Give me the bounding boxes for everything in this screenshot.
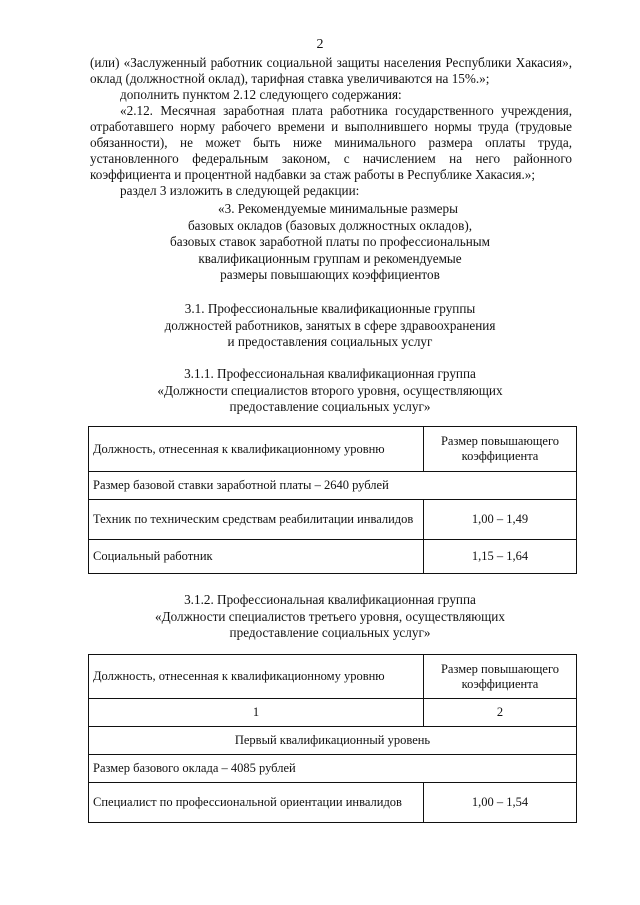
subsection-3-1-1-title	[60, 366, 600, 416]
paragraph-4	[90, 183, 572, 199]
table-row	[89, 755, 577, 783]
subsection-3-1-2-line: 3.1.2. Профессиональная квалификационная группа	[184, 592, 476, 607]
page-number: 2	[316, 37, 324, 52]
table-number-row	[89, 699, 577, 727]
subsection-3-1-2-line: предоставление социальных услуг»	[229, 625, 431, 640]
section-3-title-line: базовых окладов (базовых должностных окладов),	[187, 217, 473, 233]
subsection-3-1-1-line: 3.1.1. Профессиональная квалификационная группа	[184, 366, 476, 381]
column-number-1: 1	[89, 699, 424, 727]
subsection-3-1-1-line: предоставление социальных услуг»	[229, 399, 431, 414]
base-rate-cell: Размер базовой ставки заработной платы – 2640 рублей	[89, 472, 577, 500]
position-cell: Техник по техническим средствам реабилитации инвалидов	[89, 500, 424, 540]
table-row	[89, 472, 577, 500]
table-row	[89, 727, 577, 755]
subsection-3-1-line: должностей работников, занятых в сфере здравоохранения	[164, 317, 496, 333]
subsection-3-1-1-line: «Должности специалистов второго уровня, осуществляющих	[157, 382, 503, 398]
table-header-position: Должность, отнесенная к квалификационному уровню	[89, 655, 424, 699]
section-3-title	[60, 201, 600, 284]
table-row	[89, 500, 577, 540]
paragraph-2-text: дополнить пунктом 2.12 следующего содержания:	[120, 87, 402, 102]
subsection-3-1-2-line: «Должности специалистов третьего уровня, осуществляющих	[155, 608, 505, 624]
table-header-coefficient: Размер повышающего коэффициента	[424, 427, 577, 472]
subsection-3-1-2-title	[60, 592, 600, 642]
position-cell: Специалист по профессиональной ориентации инвалидов	[89, 783, 424, 823]
qualification-level-cell: Первый квалификационный уровень	[89, 727, 577, 755]
table-header-position: Должность, отнесенная к квалификационному уровню	[89, 427, 424, 472]
subsection-3-1-title	[60, 301, 600, 351]
column-number-2: 2	[424, 699, 577, 727]
position-cell: Социальный работник	[89, 540, 424, 574]
section-3-title-line: размеры повышающих коэффициентов	[220, 267, 440, 282]
table-header-row	[89, 655, 577, 699]
section-3-title-line: базовых ставок заработной платы по профессиональным	[170, 234, 490, 249]
base-salary-cell: Размер базового оклада – 4085 рублей	[89, 755, 577, 783]
section-3-title-line: «3. Рекомендуемые минимальные размеры	[218, 201, 458, 216]
paragraph-4-text: раздел 3 изложить в следующей редакции:	[120, 183, 360, 198]
coefficient-cell: 1,00 – 1,49	[424, 500, 577, 540]
coefficient-cell: 1,15 – 1,64	[424, 540, 577, 574]
coefficient-cell: 1,00 – 1,54	[424, 783, 577, 823]
paragraph-3	[90, 103, 572, 183]
subsection-3-1-line: и предоставления социальных услуг	[227, 334, 433, 349]
section-3-title-line: квалификационным группам и рекомендуемые	[198, 250, 462, 266]
paragraph-2	[90, 87, 572, 103]
subsection-3-1-line: 3.1. Профессиональные квалификационные группы	[184, 301, 476, 316]
table-1	[88, 426, 577, 574]
paragraph-1: (или) «Заслуженный работник социальной защиты населения Республики Хакасия», оклад (должностной оклад), тарифная ставка увеличиваются на 15%.»;	[90, 55, 572, 86]
paragraph-3-text: «2.12. Месячная заработная плата работника государственного учреждения, отработавшего норму рабочего времени и выполнившего нормы труда (трудовые обязанности), не может быть ниже минимального размера оплаты труда, установленного федеральным законом, с начислением на него районного коэффициента и процентной надбавки за стаж работы в Республике Хакасия.»;	[90, 103, 572, 182]
table-row	[89, 783, 577, 823]
table-header-coefficient: Размер повышающего коэффициента	[424, 655, 577, 699]
table-2	[88, 654, 577, 823]
table-row	[89, 540, 577, 574]
table-header-row	[89, 427, 577, 472]
